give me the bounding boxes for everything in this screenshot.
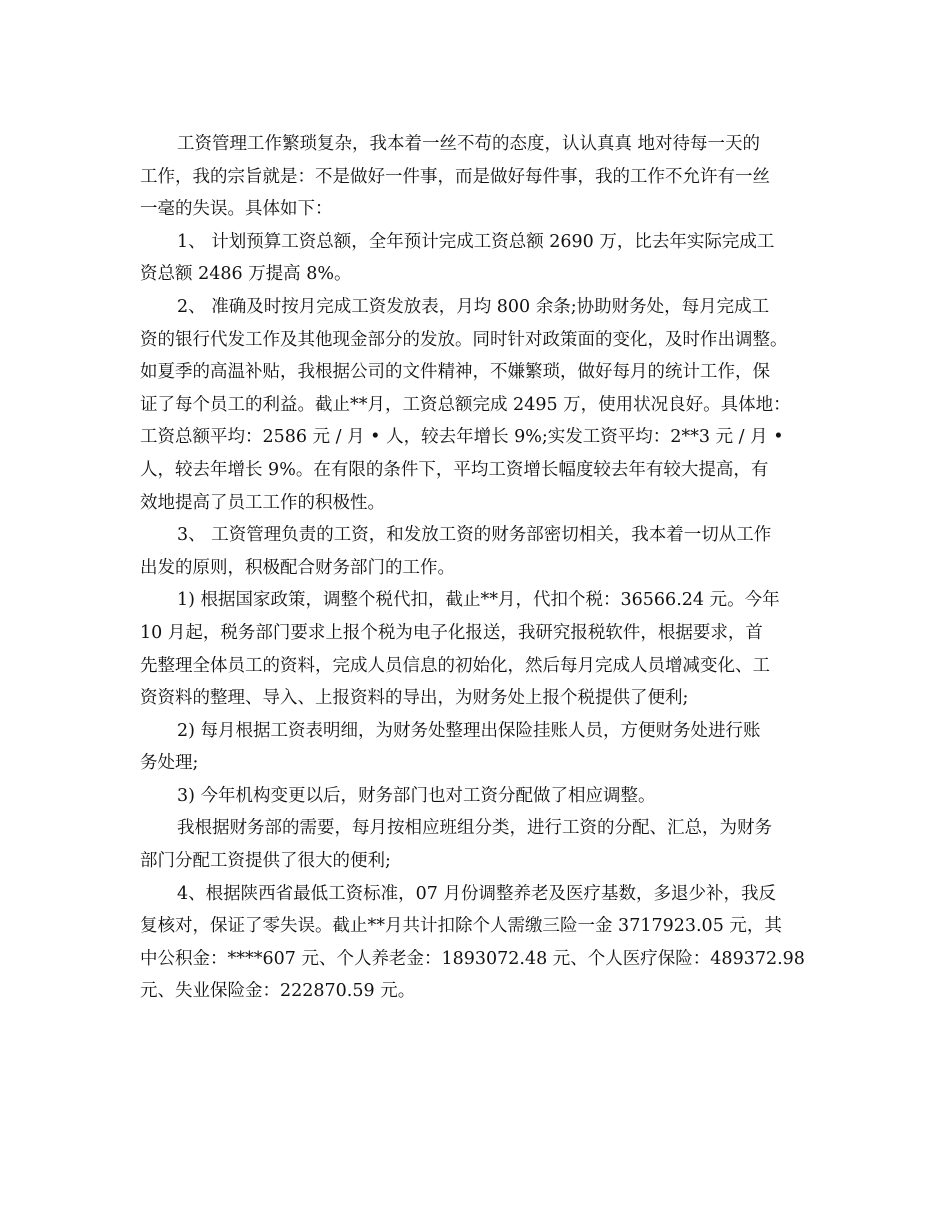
text-line: 效地提高了员工工作的积极性。 — [140, 492, 385, 513]
text-line: 工资总额平均：2586 元 / 月 • 人，较去年增长 9%;实发工资平均：2**3 元 / 月 • — [140, 427, 784, 448]
text-line: 工资管理工作繁琐复杂，我本着一丝不苟的态度，认认真真 地对待每一天的 — [177, 134, 761, 154]
text-line: 出发的原则，积极配合财务部门的工作。 — [140, 557, 455, 578]
text-line: 1) 根据国家政策，调整个税代扣，截止**月，代扣个税：36566.24 元。今年 — [177, 590, 780, 611]
text-line: 务处理; — [140, 753, 199, 774]
document-body — [140, 128, 820, 1008]
text-line: 先整理全体员工的资料，完成人员信息的初始化，然后每月完成人员增减变化、工 — [140, 655, 770, 676]
text-line: 部门分配工资提供了很大的便利; — [140, 851, 391, 872]
text-line: 2、 准确及时按月完成工资发放表，月均 800 余条;协助财务处，每月完成工 — [177, 296, 770, 317]
text-line: 如夏季的高温补贴，我根据公司的文件精神，不嫌繁琐，做好每月的统计工作，保 — [140, 362, 770, 383]
text-line: 工作，我的宗旨就是：不是做好一件事，而是做好每件事，我的工作不允许有一丝 — [140, 166, 770, 187]
text-line: 资资料的整理、导入、上报资料的导出，为财务处上报个税提供了便利; — [140, 688, 689, 709]
text-line: 一毫的失误。具体如下： — [140, 199, 333, 220]
text-line: 3、 工资管理负责的工资，和发放工资的财务部密切相关，我本着一切从工作 — [177, 525, 772, 546]
text-line: 资总额 2486 万提高 8%。 — [140, 264, 352, 285]
text-line: 4、根据陕西省最低工资标准，07 月份调整养老及医疗基数，多退少补，我反 — [177, 883, 776, 904]
text-line: 中公积金：****607 元、个人养老金：1893072.48 元、个人医疗保险：489372.98 — [140, 948, 805, 969]
text-line: 10 月起，税务部门要求上报个税为电子化报送，我研究报税软件，根据要求，首 — [140, 622, 763, 643]
text-line: 资的银行代发工作及其他现金部分的发放。同时针对政策面的变化，及时作出调整。 — [140, 329, 788, 350]
text-line: 3) 今年机构变更以后，财务部门也对工资分配做了相应调整。 — [177, 785, 656, 806]
text-line: 2) 每月根据工资表明细，为财务处整理出保险挂账人员，方便财务处进行账 — [177, 720, 761, 741]
text-line: 人，较去年增长 9%。在有限的条件下，平均工资增长幅度较去年有较大提高，有 — [140, 459, 769, 480]
text-line: 复核对，保证了零失误。截止**月共计扣除个人需缴三险一金 3717923.05 元，其 — [140, 916, 782, 937]
text-line: 我根据财务部的需要，每月按相应班组分类，进行工资的分配、汇总，为财务 — [177, 818, 772, 839]
text-line: 元、失业保险金：222870.59 元。 — [140, 981, 416, 1002]
text-line: 1、 计划预算工资总额，全年预计完成工资总额 2690 万，比去年实际完成工 — [177, 231, 775, 252]
text-line: 证了每个员工的利益。截止**月，工资总额完成 2495 万，使用状况良好。具体地： — [140, 394, 791, 415]
